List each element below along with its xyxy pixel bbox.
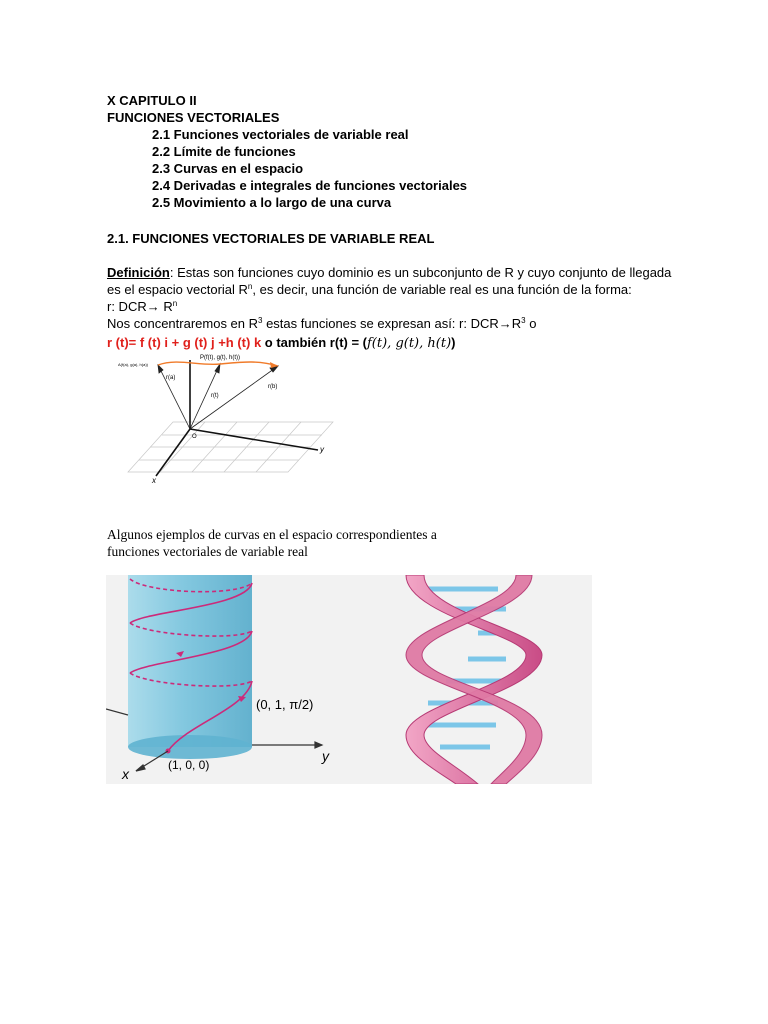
toc-item: 2.1 Funciones vectoriales de variable real	[152, 127, 409, 142]
axis-x-label: x	[152, 476, 156, 485]
section-title: 2.1. FUNCIONES VECTORIALES DE VARIABLE REAL	[107, 231, 435, 246]
label-start: A(f(a), g(a), h(a))	[118, 362, 149, 367]
axis-y-label: y	[320, 445, 324, 454]
label-point: P(f(t), g(t), h(t))	[200, 355, 240, 361]
superscript: 3	[521, 316, 526, 325]
fig2-axis-x-label: x	[122, 766, 129, 782]
examples-text-line-2: funciones vectoriales de variable real	[107, 544, 308, 559]
definition-line-2	[107, 282, 632, 298]
definition-text: r: DCR→ R	[107, 299, 173, 314]
label-ra: r(a)	[166, 375, 176, 381]
definition-line-4	[107, 316, 536, 332]
definition-text: , es decir, una función de variable real es una función de la forma:	[252, 282, 632, 297]
point-label-bottom: (1, 0, 0)	[168, 758, 210, 772]
cylinder-helix	[128, 575, 252, 759]
formula-text: )	[451, 335, 456, 350]
toc-item: 2.4 Derivadas e integrales de funciones vectoriales	[152, 178, 468, 193]
definition-text: es el espacio vectorial R	[107, 282, 248, 297]
label-rt: r(t)	[211, 393, 219, 399]
definition-text: o	[525, 316, 537, 331]
toc-item: 2.3 Curvas en el espacio	[152, 161, 304, 176]
origin-label: O	[192, 434, 197, 440]
toc-item: 2.5 Movimiento a lo largo de una curva	[152, 195, 392, 210]
definition-line-3	[107, 299, 177, 315]
definition-text: : Estas son funciones cuyo dominio es un subconjunto de R y cuyo conjunto de llegada	[169, 265, 672, 280]
superscript: n	[247, 282, 253, 291]
superscript: 3	[258, 316, 263, 325]
formula-red: r (t)= f (t) i + g (t) j +h (t) k	[107, 335, 262, 350]
vector-function-figure	[118, 352, 340, 490]
point-label-top: (0, 1, π/2)	[256, 697, 314, 712]
definition-line-1	[107, 265, 671, 281]
superscript: n	[172, 299, 178, 308]
definition-label: Definición	[107, 265, 170, 280]
definition-text: estas funciones se expresan así: r: DCR→R	[262, 316, 522, 331]
fig2-axis-y-label: y	[322, 748, 329, 764]
chapter-heading: X CAPITULO II	[107, 93, 197, 108]
toc-item: 2.2 Límite de funciones	[152, 144, 296, 159]
chapter-title: FUNCIONES VECTORIALES	[107, 110, 280, 125]
space-curves-figure	[106, 575, 592, 784]
definition-text: Nos concentraremos en R	[107, 316, 259, 331]
examples-text-line-1: Algunos ejemplos de curvas en el espacio correspondientes a	[107, 527, 437, 542]
formula-math: f(t), g(t), h(t)	[367, 336, 452, 351]
vector-function-formula	[107, 335, 455, 352]
label-rb: r(b)	[268, 384, 278, 390]
formula-text: o también r(t) = (	[261, 335, 367, 350]
